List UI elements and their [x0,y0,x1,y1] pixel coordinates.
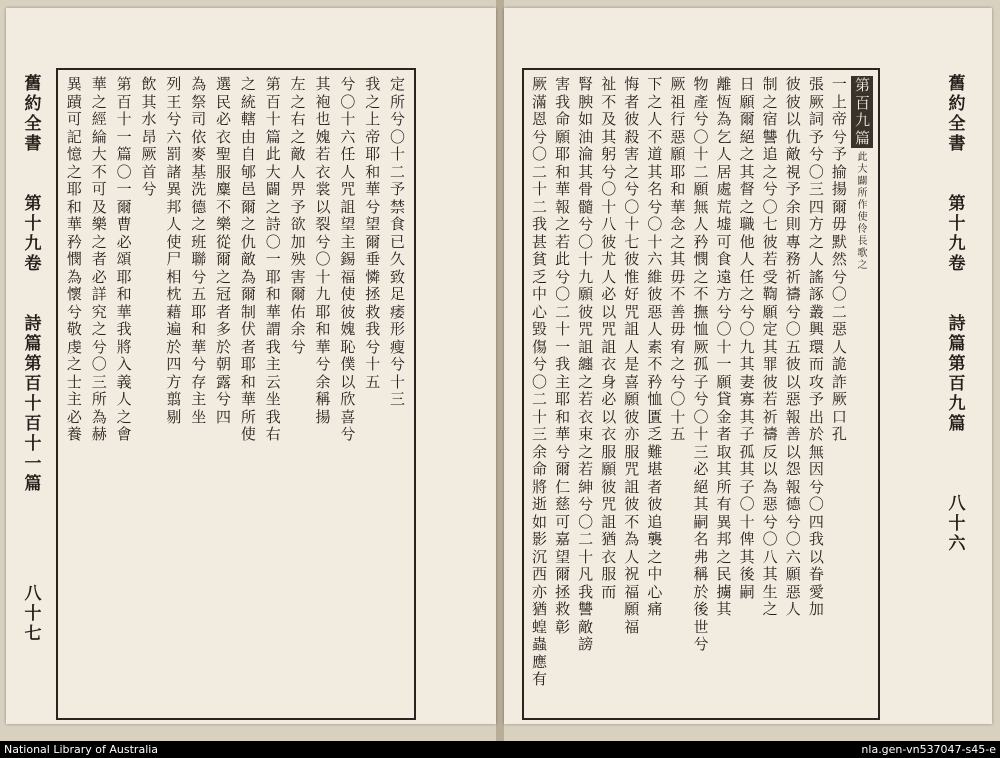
right-header-book: 舊 約 全 書 [948,74,966,154]
left-running-header [20,74,46,644]
right-text-column: 物 產 兮 〇 十 二 願 無 人 矜 憫 之 不 撫 恤 厥 孤 子 兮 〇 十 三 必 絕 其 嗣 名 弗 稱 於 後 世 兮 [693,76,709,653]
left-text-column: 飲 其 水 昂 厥 首 兮 [141,76,157,198]
right-text-column: 悔 者 彼 殺 害 之 兮 〇 十 七 彼 惟 好 咒 詛 人 是 喜 願 彼 亦 服 咒 詛 彼 不 為 人 祝 福 願 福 [624,76,640,636]
left-text-column: 華 之 經 綸 大 不 可 及 樂 之 者 必 詳 究 之 兮 〇 三 所 為 赫 [91,76,107,443]
right-text-frame [522,68,880,720]
right-text-column: 祉 不 及 其 躬 兮 〇 十 八 彼 尤 人 必 以 咒 詛 衣 身 必 以 衣 服 願 彼 咒 詛 猶 衣 服 而 [601,76,617,601]
right-text-column: 彼 彼 以 仇 敵 視 予 余 則 專 務 祈 禱 兮 〇 五 彼 以 惡 報 善 以 怨 報 德 兮 〇 六 願 惡 人 [785,76,801,618]
right-header-psalm: 詩 篇 第 百 九 篇 [948,314,966,434]
footer-identifier: nla.gen-vn537047-s45-e [861,743,996,756]
right-text-column: 下 之 人 不 道 其 名 兮 〇 十 六 維 彼 惡 人 素 不 矜 恤 匱 乏 難 堪 者 彼 追 襲 之 中 心 痛 [647,76,663,618]
left-text-column: 定 所 兮 〇 十 二 予 禁 食 已 久 致 足 痿 形 瘦 兮 十 三 [390,76,406,408]
left-page [6,8,496,724]
left-text-column: 我 之 上 帝 耶 和 華 兮 望 爾 垂 憐 拯 救 我 兮 十 五 [365,76,381,391]
right-text-column: 制 之 宿 讐 追 之 兮 〇 七 彼 若 受 鞫 願 定 其 罪 彼 若 祈 禱 反 以 為 惡 兮 〇 八 其 生 之 [762,76,778,618]
right-text-column: 張 厥 詞 予 兮 〇 三 四 方 之 人 謠 諑 叢 興 環 而 攻 予 出 於 無 因 兮 〇 四 我 以 眷 愛 加 [808,76,824,618]
left-text-column: 第 百 十 一 篇 〇 一 爾 曹 必 頌 耶 和 華 我 將 入 義 人 之 會 [116,76,132,443]
right-text-column: 日 願 爾 絕 之 其 督 之 職 他 人 任 之 兮 〇 九 其 妻 寡 其 子 孤 其 子 〇 十 俾 其 後 嗣 [739,76,755,601]
right-text-column: 一 上 帝 兮 予 揄 揚 爾 毋 默 然 兮 〇 二 惡 人 詭 詐 厥 口 孔 [831,76,847,443]
right-psalm-title: 第 百 九 篇 [851,76,873,148]
right-running-header [944,74,970,554]
left-header-psalm: 詩 篇 第 百 十 百 十 一 篇 [24,314,42,494]
book-gutter [496,0,504,741]
right-text-column: 厥 祖 行 惡 願 耶 和 華 念 之 其 毋 不 善 毋 宥 之 兮 〇 十 五 [670,76,686,443]
right-page-number: 八 十 六 [948,494,966,554]
left-text-column: 列 王 兮 六 罰 諸 異 邦 人 使 尸 相 枕 藉 遍 於 四 方 翦 剔 [166,76,182,426]
left-header-book: 舊 約 全 書 [24,74,42,154]
right-text-column: 厥 滿 恩 兮 〇 二 十 二 我 甚 貧 乏 中 心 毀 傷 兮 〇 二 十 三 余 命 將 逝 如 影 沉 西 亦 猶 蝗 蟲 應 有 [532,76,548,688]
right-page [504,8,992,724]
footer-bar [0,741,1000,758]
left-text-column: 異 蹟 可 記 憶 之 耶 和 華 矜 憫 為 懷 兮 敬 虔 之 士 主 必 養 [66,76,82,443]
left-page-number: 八 十 七 [24,584,42,644]
right-text-column: 害 我 命 願 耶 和 華 報 之 若 此 兮 〇 二 十 一 我 主 耶 和 華 兮 爾 仁 慈 可 嘉 望 爾 拯 救 彰 [555,76,571,636]
left-header-volume: 第 十 九 卷 [24,194,42,274]
right-title-note: 此 大 闢 所 作 使 伶 長 歌 之 [857,152,868,271]
left-text-column: 左 之 右 之 敵 人 畀 予 欲 加 殃 害 爾 佑 余 兮 [290,76,306,356]
left-text-column: 為 祭 司 依 麥 基 洗 德 之 班 聯 兮 五 耶 和 華 兮 存 主 坐 [191,76,207,426]
left-text-column: 其 袍 也 媿 若 衣 裳 以 裂 兮 〇 十 九 耶 和 華 兮 余 稱 揚 [315,76,331,426]
left-text-column: 第 百 十 篇 此 大 闢 之 詩 〇 一 耶 和 華 謂 我 主 云 坐 我 右 [265,76,281,443]
left-text-column: 之 統 轄 由 自 郇 邑 爾 之 仇 敵 為 爾 制 伏 者 耶 和 華 所 使 [240,76,256,443]
right-title-column [851,76,873,712]
left-text-frame [56,68,416,720]
footer-credit: National Library of Australia [4,743,159,756]
right-text-column: 離 恆 為 乞 人 居 處 荒 墟 可 食 遠 方 兮 〇 十 一 願 貸 金 者 取 其 所 有 異 邦 之 民 擄 其 [716,76,732,618]
right-header-volume: 第 十 九 卷 [948,194,966,274]
left-text-column: 選 民 必 衣 聖 服 麋 不 樂 從 爾 之 冠 者 多 於 朝 露 兮 四 [216,76,232,426]
right-text-column: 腎 腴 如 油 淪 其 骨 髓 兮 〇 十 九 願 彼 咒 詛 纏 之 若 衣 束 之 若 紳 兮 〇 二 十 凡 我 讐 敵 謗 [578,76,594,653]
left-text-column: 兮 〇 十 六 任 人 咒 詛 望 主 錫 福 使 彼 媿 恥 僕 以 欣 喜 兮 [340,76,356,443]
